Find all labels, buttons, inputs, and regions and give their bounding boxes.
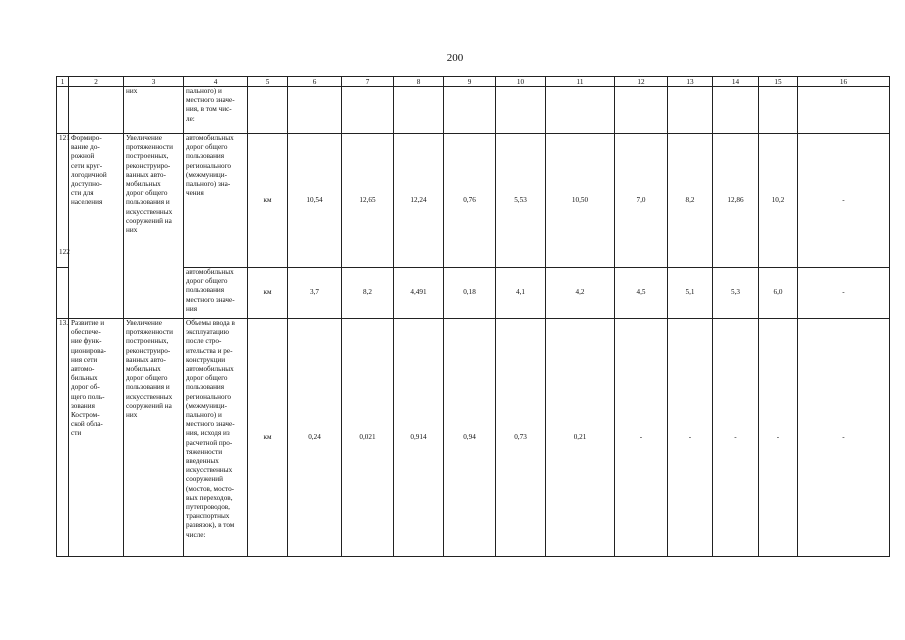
header-cell: 11	[546, 77, 615, 87]
row-number: 122	[57, 248, 69, 268]
cell-unit: км	[248, 268, 288, 319]
cell-value: 8,2	[342, 268, 394, 319]
header-cell: 7	[342, 77, 394, 87]
cell-indicator: Увеличение протяженности построенных, реконструиро- ванных авто- мобильных дорог общего пользования и искусственных сооружений на них	[124, 134, 184, 319]
header-cell: 14	[713, 77, 759, 87]
table-row	[57, 87, 890, 134]
cell-value: -	[615, 319, 668, 557]
cell-unit: км	[248, 319, 288, 557]
cell-value: 12,86	[713, 134, 759, 268]
cell-value: 4,5	[615, 268, 668, 319]
page-number: 200	[446, 52, 464, 64]
cell-value: 0,94	[444, 319, 496, 557]
header-cell: 13	[668, 77, 713, 87]
header-cell: 3	[124, 77, 184, 87]
cell-subindicator: автомобильных дорог общего пользования регионального (межмуници- пального) зна- чения	[184, 134, 248, 268]
cell-continuation-col4: пального) и местного значе- ния, в том чис- ле:	[184, 87, 248, 134]
cell-goal: Формиро- вание до- рожной сети круг- логодичной доступно- сти для населения	[69, 134, 124, 319]
header-cell: 8	[394, 77, 444, 87]
cell-value: 0,18	[444, 268, 496, 319]
header-cell: 1	[57, 77, 69, 87]
cell-subindicator: автомобильных дорог общего пользования местного значе- ния	[184, 268, 248, 319]
header-cell: 2	[69, 77, 124, 87]
table-row-121	[57, 134, 890, 249]
cell-value: 10,50	[546, 134, 615, 268]
cell-value: 3,7	[288, 268, 342, 319]
cell-value: 5,3	[713, 268, 759, 319]
header-cell: 15	[759, 77, 798, 87]
cell-value: 12,24	[394, 134, 444, 268]
cell-value: 12,65	[342, 134, 394, 268]
header-cell: 5	[248, 77, 288, 87]
data-table	[56, 76, 890, 557]
cell-value: 0,21	[546, 319, 615, 557]
table-row-13	[57, 319, 890, 557]
row-number: 13.	[57, 319, 69, 557]
cell-value: 4,1	[496, 268, 546, 319]
header-cell: 9	[444, 77, 496, 87]
cell-value: 7,0	[615, 134, 668, 268]
header-row	[57, 77, 890, 87]
header-cell: 6	[288, 77, 342, 87]
cell-value: 8,2	[668, 134, 713, 268]
cell-value: 4,491	[394, 268, 444, 319]
cell-goal: Развитие и обеспече- ние функ- ционирова- ния сети автомо- бильных дорог об- щего поль- зования Костром- ской обла- сти	[69, 319, 124, 557]
cell-value: -	[798, 268, 890, 319]
cell-value: -	[798, 134, 890, 268]
cell-unit: км	[248, 134, 288, 268]
header-cell: 12	[615, 77, 668, 87]
cell-value: 0,914	[394, 319, 444, 557]
cell-value: 0,76	[444, 134, 496, 268]
header-cell: 10	[496, 77, 546, 87]
cell-continuation-col3: них	[124, 87, 184, 134]
cell-value: 10,54	[288, 134, 342, 268]
cell-value: -	[668, 319, 713, 557]
row-number: 121	[57, 134, 69, 249]
header-cell: 16	[798, 77, 890, 87]
cell-value: 0,24	[288, 319, 342, 557]
cell-value: 0,021	[342, 319, 394, 557]
cell-value: 10,2	[759, 134, 798, 268]
cell-subindicator: Объемы ввода в эксплуатацию после стро- ительства и ре- конструкции автомобильных дорог общего пользования регионального (межмуници- пального) и местного значе- ния, исходя из расчетной про- тяженности введенных искусственных сооружений (мостов, мосто- вых переходов, путепроводов, транспортных развязок), в том числе:	[184, 319, 248, 557]
cell-indicator: Увеличение протяженности построенных, реконструиро- ванных авто- мобильных дорог общего пользования и искусственных сооружений на них	[124, 319, 184, 557]
cell-value: -	[759, 319, 798, 557]
cell-value: 4,2	[546, 268, 615, 319]
cell-value: 0,73	[496, 319, 546, 557]
cell-value: 5,1	[668, 268, 713, 319]
cell-value: -	[713, 319, 759, 557]
cell-value: -	[798, 319, 890, 557]
header-cell: 4	[184, 77, 248, 87]
cell-value: 6,0	[759, 268, 798, 319]
cell-value: 5,53	[496, 134, 546, 268]
